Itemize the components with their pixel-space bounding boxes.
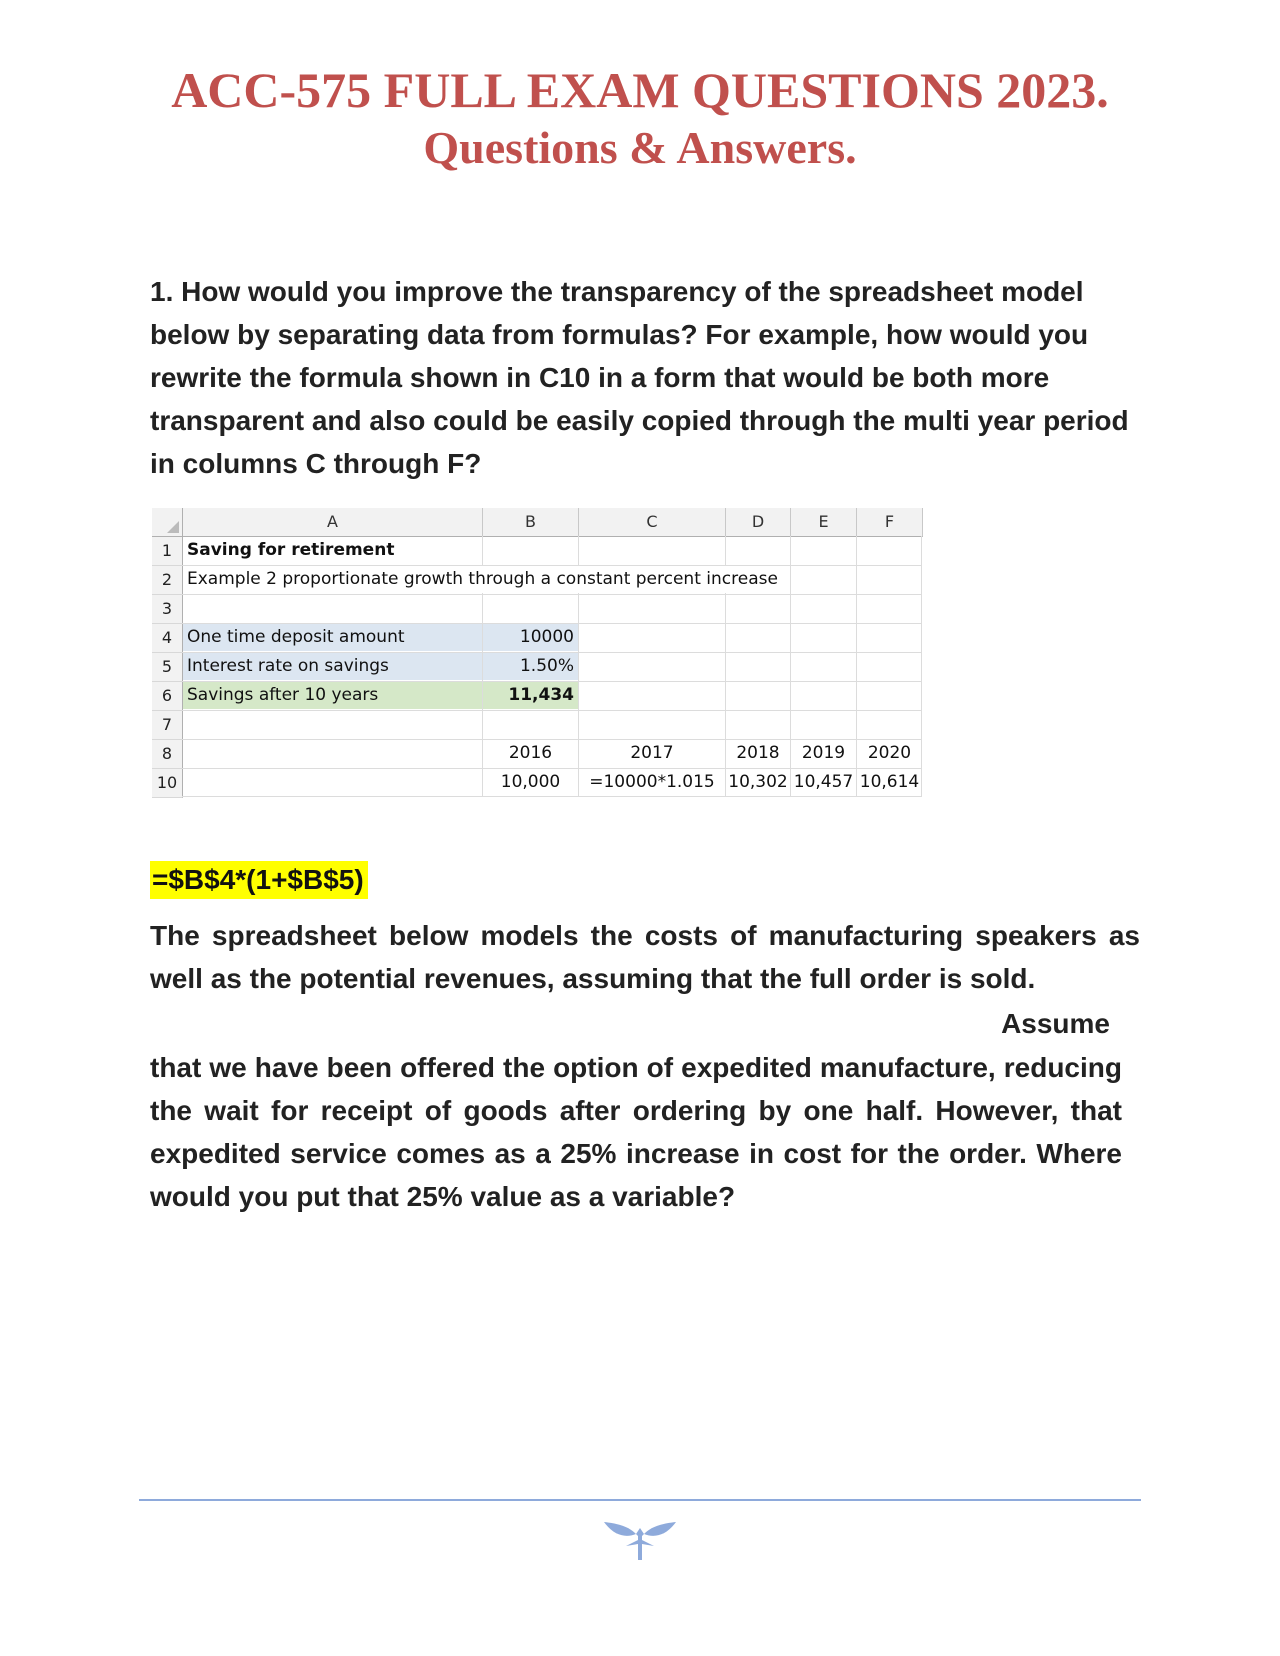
cell-b6: 11,434 — [483, 682, 578, 709]
grid-line — [182, 594, 922, 595]
column-header-d: D — [726, 508, 791, 537]
cell-e8: 2019 — [801, 743, 846, 763]
exam-title: ACC-575 FULL EXAM QUESTIONS 2023. — [171, 62, 1109, 118]
exam-subtitle: Questions & Answers. — [423, 122, 857, 173]
cell-a1: Saving for retirement — [187, 540, 395, 560]
answer-1-formula: =$B$4*(1+$B$5) — [150, 861, 368, 899]
bird-logo-icon — [600, 1514, 680, 1570]
column-header-f: F — [857, 508, 923, 537]
row-number: 4 — [152, 624, 183, 653]
cell-a6: Savings after 10 years — [183, 682, 482, 709]
row-number: 10 — [152, 769, 183, 798]
question-2-continued: that we have been offered the option of expedited manufacture, reducing the wait for receipt of goods after ordering by one half. However, that expedited service comes as a 25% increase in cost for the order. Where would you put that 25% value as a variable? — [150, 1052, 1122, 1212]
column-header-c: C — [579, 508, 726, 537]
column-header-b: B — [483, 508, 579, 537]
question-1-text: 1. How would you improve the transparency of the spreadsheet model below by separating data from formulas? For example, how would you rewrite the formula shown in C10 in a form that would be both more transparent and also could be easily copied through the multi year period in columns C through F? — [150, 276, 1129, 479]
question-2-assume: Assume — [1001, 1008, 1110, 1039]
grid-line — [182, 710, 922, 711]
row-number: 8 — [152, 740, 183, 769]
row-number: 7 — [152, 711, 183, 740]
row-number: 6 — [152, 682, 183, 711]
grid-line — [182, 796, 922, 797]
cell-b5: 1.50% — [483, 653, 578, 680]
cell-c10: =10000*1.015 — [589, 772, 715, 792]
cell-a2: Example 2 proportionate growth through a constant percent increase — [183, 566, 782, 593]
cell-b10: 10,000 — [500, 772, 561, 792]
column-header-a: A — [183, 508, 483, 537]
row-number: 1 — [152, 537, 183, 566]
cell-c8: 2017 — [630, 743, 674, 763]
spreadsheet-image — [152, 508, 922, 797]
cell-e10: 10,457 — [793, 772, 854, 792]
column-header-e: E — [791, 508, 857, 537]
cell-b8: 2016 — [508, 743, 553, 763]
row-number: 3 — [152, 595, 183, 624]
footer-divider — [139, 1499, 1141, 1501]
cell-d10: 10,302 — [728, 772, 788, 792]
cell-a5: Interest rate on savings — [183, 653, 482, 680]
cell-f8: 2020 — [867, 743, 912, 763]
cell-a4: One time deposit amount — [183, 624, 482, 651]
row-number: 5 — [152, 653, 183, 682]
row-number: 2 — [152, 566, 183, 595]
sheet-corner — [152, 508, 183, 537]
cell-f10: 10,614 — [859, 772, 920, 792]
cell-d8: 2018 — [736, 743, 780, 763]
cell-b4: 10000 — [483, 624, 578, 651]
question-2-text: The spreadsheet below models the costs of manufacturing speakers as well as the potential revenues, assuming that the full order is sold. — [150, 920, 1140, 994]
